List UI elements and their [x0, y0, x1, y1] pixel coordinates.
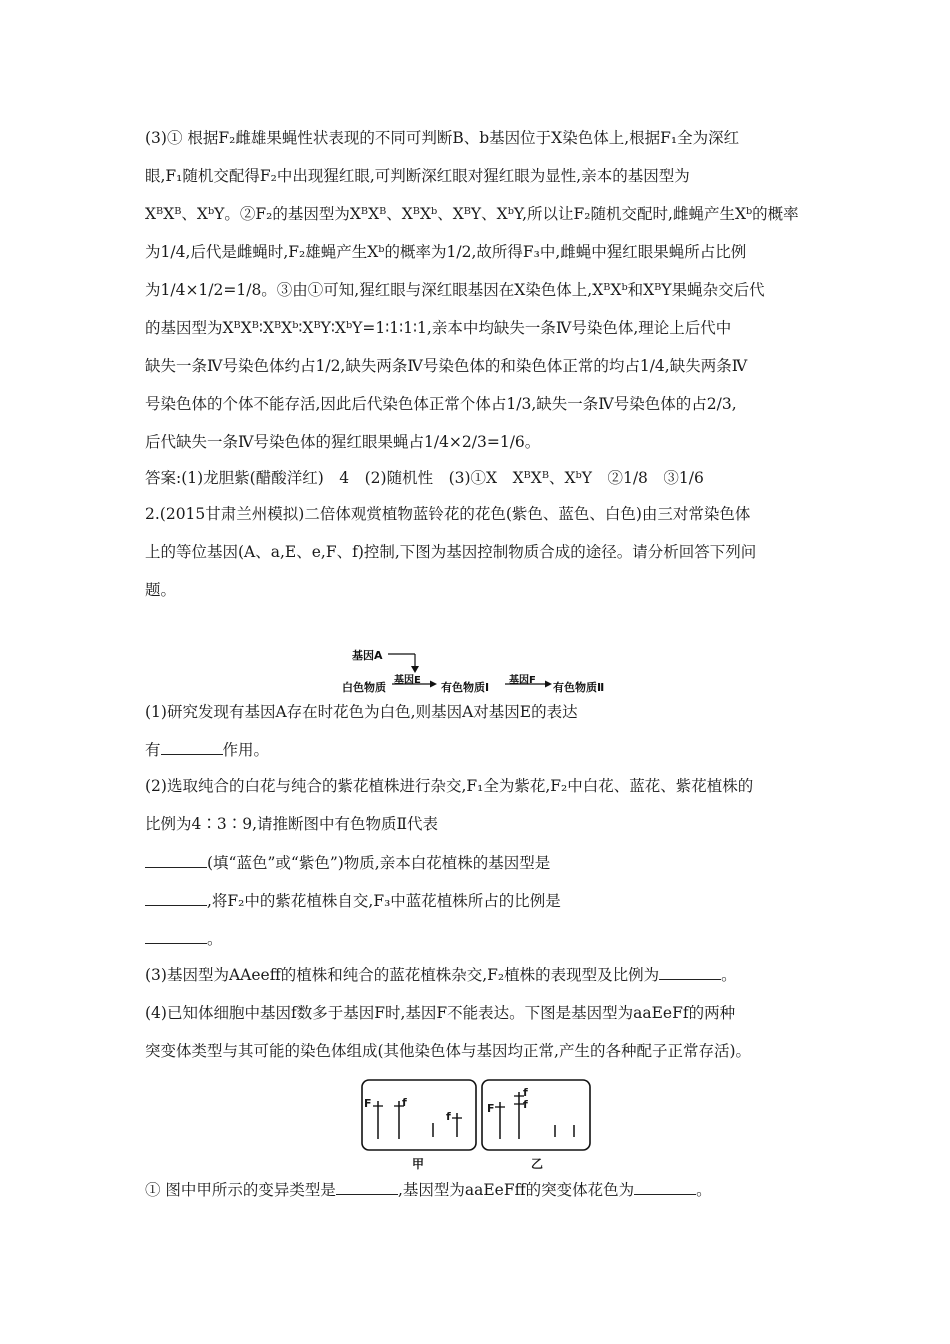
question-2-line-3: 题。: [145, 581, 177, 599]
sub-question-3-end: 。: [721, 966, 737, 984]
explanation-line-5: 为1/4×1/2=1/8。③由①可知,猩红眼与深红眼基因在X染色体上,XᴮXᵇ和XᴮY果蝇杂交后代: [145, 281, 765, 299]
explanation-line-6: 的基因型为XᴮXᴮ∶XᴮXᵇ∶XᴮY∶XᵇY=1∶1∶1∶1,亲本中均缺失一条Ⅳ号染色体,理论上后代中: [145, 319, 732, 337]
sub-question-4-line-1: (4)已知体细胞中基因f数多于基因F时,基因F不能表达。下图是基因型为aaEeFf的两种: [145, 1004, 736, 1022]
figure-label-jia: 甲: [412, 1157, 425, 1171]
question-2-line-2: 上的等位基因(A、a,E、e,F、f)控制,下图为基因控制物质合成的途径。请分析回答下列问: [145, 543, 757, 561]
sub-question-1-suffix: 作用。: [222, 741, 270, 759]
explanation-line-2: 眼,F₁随机交配得F₂中出现猩红眼,可判断深红眼对猩红眼为显性,亲本的基因型为: [145, 167, 690, 185]
question-2-line-1: 2.(2015甘肃兰州模拟)二倍体观赏植物蓝铃花的花色(紫色、蓝色、白色)由三对常染色体: [145, 505, 751, 523]
colored-substance-2-label: 有色物质Ⅱ: [553, 681, 605, 694]
gene-F-label: F: [364, 1097, 372, 1110]
sub-question-4-1-text-c: 。: [696, 1181, 712, 1199]
sub-question-3-text: (3)基因型为AAeeff的植株和纯合的蓝花植株杂交,F₂植株的表现型及比例为: [145, 966, 660, 984]
sub-question-4-1-line: [145, 1180, 712, 1200]
figure-label-yi: 乙: [531, 1157, 544, 1171]
sub-question-2-text-4: ,将F₂中的紫花植株自交,F₃中蓝花植株所占的比例是: [207, 892, 561, 910]
sub-question-2-line-1: (2)选取纯合的白花与纯合的紫花植株进行杂交,F₁全为紫花,F₂中白花、蓝花、紫花植株的: [145, 777, 754, 795]
explanation-line-4: 为1/4,后代是雌蝇时,F₂雄蝇产生Xᵇ的概率为1/2,故所得F₃中,雌蝇中猩红眼果蝇所占比例: [145, 243, 747, 261]
sub-question-1-line-1: (1)研究发现有基因A存在时花色为白色,则基因A对基因E的表达: [145, 703, 578, 721]
explanation-line-1: (3)① 根据F₂雌雄果蝇性状表现的不同可判断B、b基因位于X染色体上,根据F₁全为深红: [145, 129, 740, 147]
gene-f-label: f: [402, 1096, 407, 1109]
gene-F-label: F: [487, 1102, 495, 1115]
sub-question-1-prefix: 有: [145, 741, 161, 759]
sub-question-4-line-2: 突变体类型与其可能的染色体组成(其他染色体与基因均正常,产生的各种配子正常存活)。: [145, 1042, 752, 1060]
sub-question-4-1-text-a: ① 图中甲所示的变异类型是: [145, 1181, 336, 1199]
colored-substance-1-label: 有色物质Ⅰ: [441, 681, 490, 694]
answer-blank[interactable]: [336, 1180, 398, 1195]
sub-question-2-text-5: 。: [207, 930, 223, 948]
white-substance-label: 白色物质: [342, 681, 386, 694]
sub-question-4-1-text-b: ,基因型为aaEeFff的突变体花色为: [397, 1181, 635, 1199]
answer-blank[interactable]: [634, 1180, 696, 1195]
explanation-line-7: 缺失一条Ⅳ号染色体约占1/2,缺失两条Ⅳ号染色体的和染色体正常的均占1/4,缺失两条Ⅳ: [145, 357, 748, 375]
explanation-line-3: XᴮXᴮ、XᵇY。②F₂的基因型为XᴮXᴮ、XᴮXᵇ、XᴮY、XᵇY,所以让F₂随机交配时,雌蝇产生Xᵇ的概率: [145, 205, 799, 223]
gene-a-label: 基因A: [352, 649, 383, 662]
explanation-line-9: 后代缺失一条Ⅳ号染色体的猩红眼果蝇占1/4×2/3=1/6。: [145, 433, 541, 451]
gene-f-label: f: [446, 1110, 451, 1123]
gene-f-label: f: [523, 1098, 528, 1111]
explanation-line-8: 号染色体的个体不能存活,因此后代染色体正常个体占1/3,缺失一条Ⅳ号染色体的占2/3,: [145, 395, 737, 413]
gene-f-label: 基因F: [509, 675, 536, 686]
sub-question-2-line-2: 比例为4∶3∶9,请推断图中有色物质Ⅱ代表: [145, 815, 439, 833]
answer-line: 答案:(1)龙胆紫(醋酸洋红) 4 (2)随机性 (3)①X XᴮXᴮ、XᵇY ②1/8 ③1/6: [145, 469, 704, 487]
sub-question-2-text-3: (填“蓝色”或“紫色”)物质,亲本白花植株的基因型是: [207, 854, 551, 872]
gene-f-label: f: [523, 1086, 528, 1099]
gene-e-label: 基因E: [394, 675, 421, 686]
